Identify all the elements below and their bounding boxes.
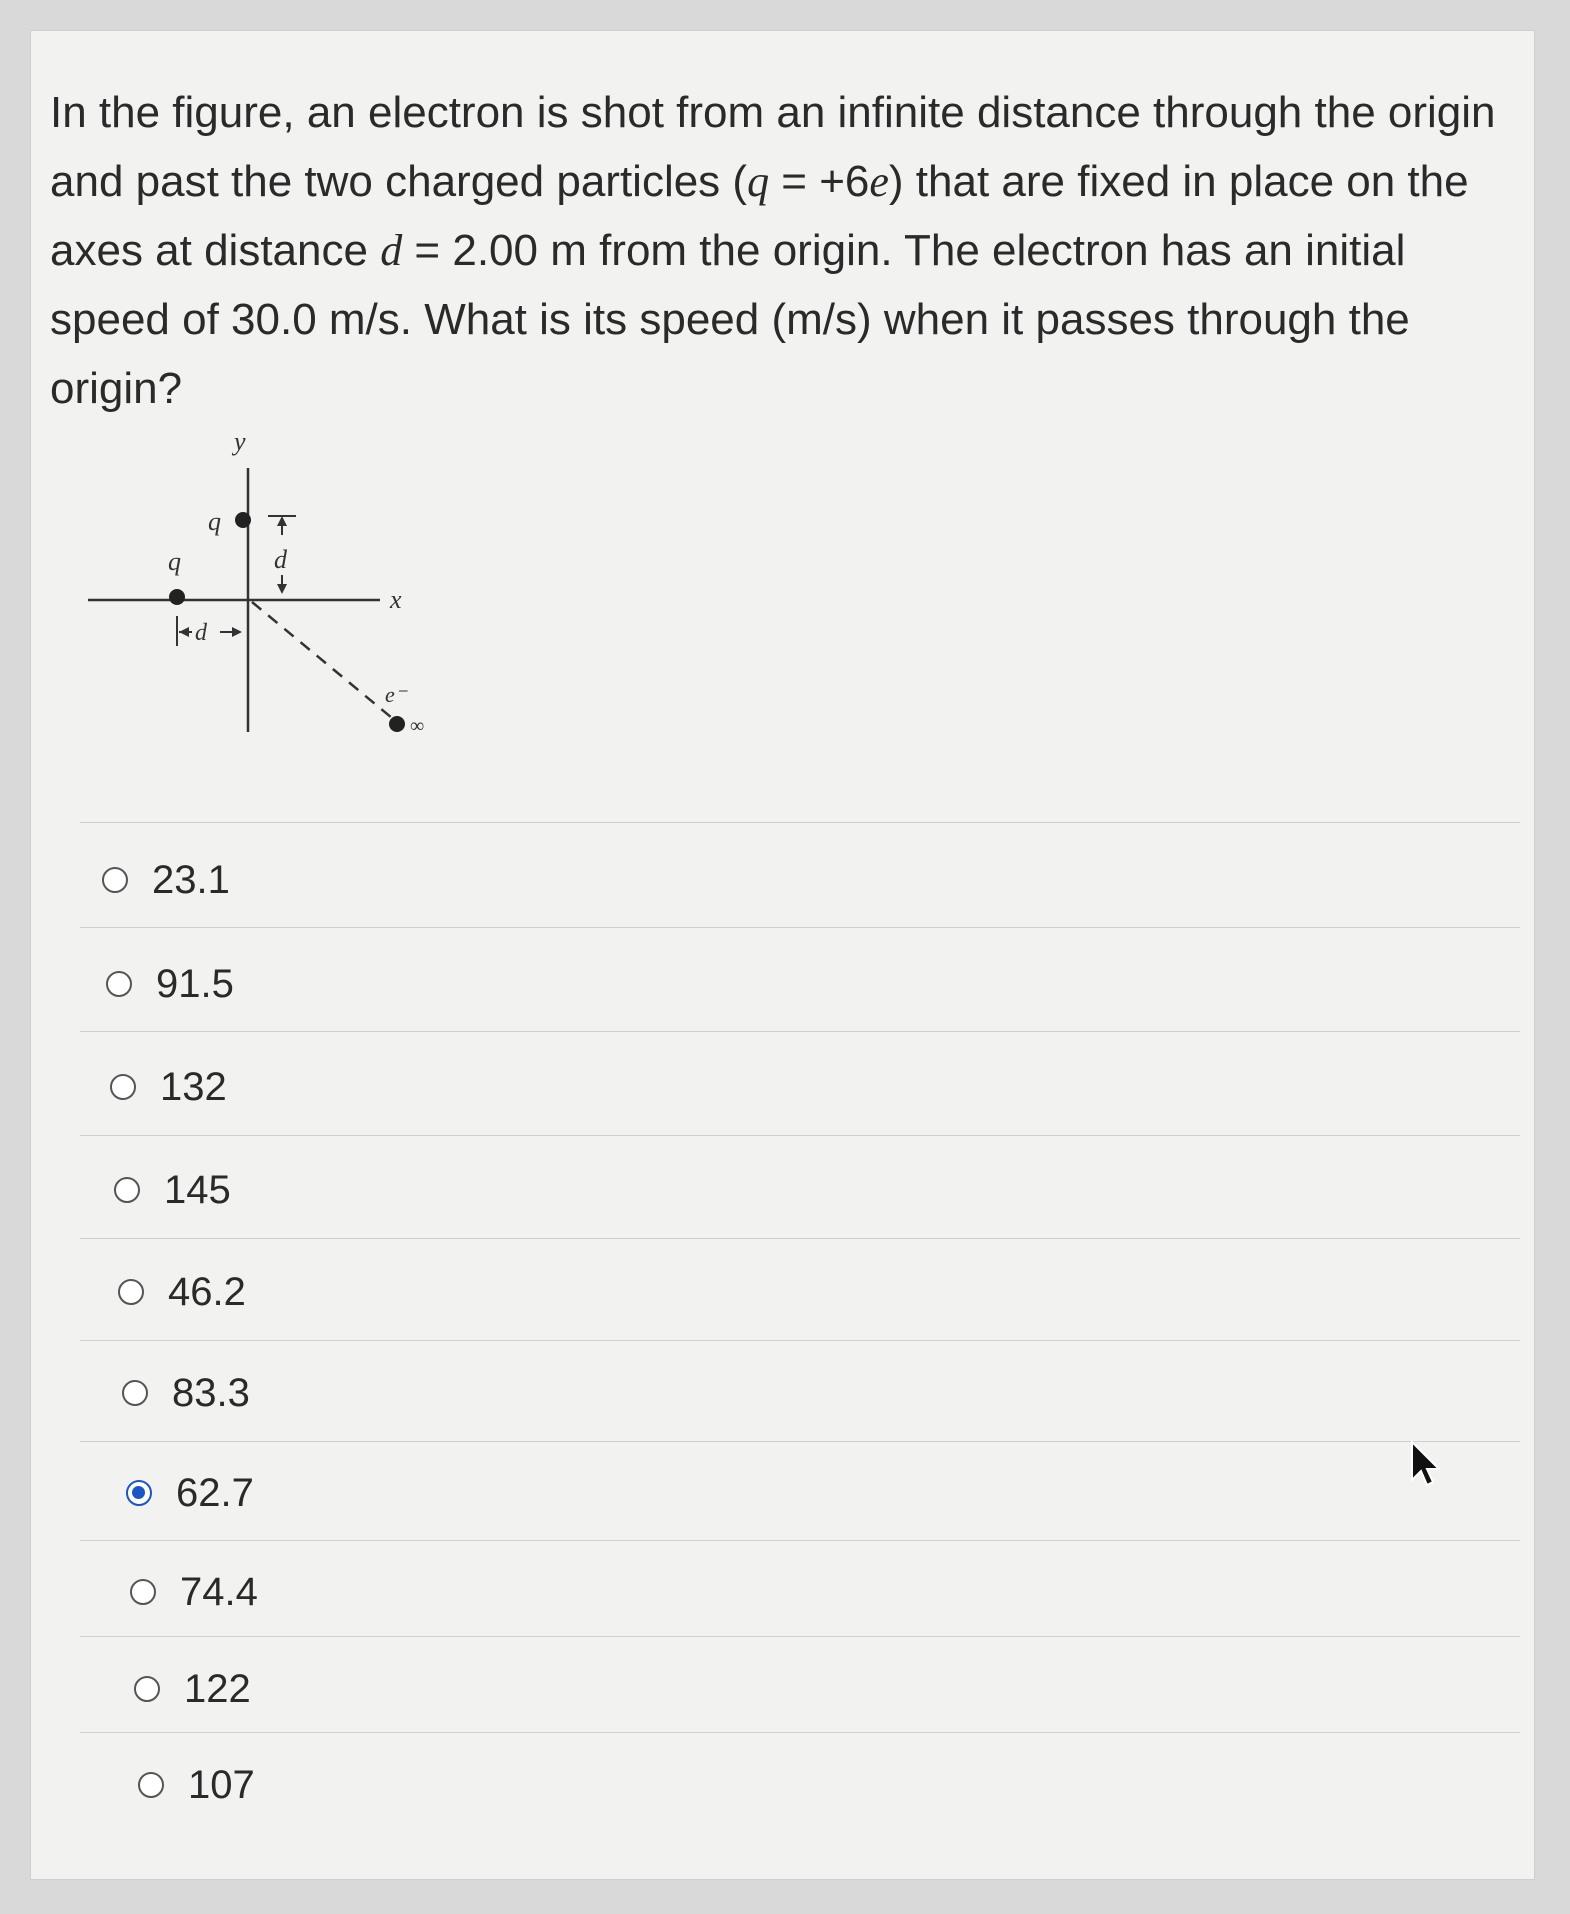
electron-path (252, 602, 392, 718)
radio-button[interactable] (130, 1579, 156, 1605)
answer-option[interactable] (106, 954, 234, 1014)
answer-label: 83.3 (172, 1370, 250, 1415)
answer-option[interactable] (134, 1659, 251, 1719)
answer-label: 91.5 (156, 961, 234, 1006)
answer-option[interactable] (102, 850, 230, 910)
electron-label: e⁻ (385, 682, 407, 707)
divider (80, 1031, 1520, 1032)
answer-label: 23.1 (152, 857, 230, 902)
radio-button[interactable] (122, 1380, 148, 1406)
radio-button[interactable] (134, 1676, 160, 1702)
question-text (50, 78, 1530, 423)
radio-button-selected[interactable] (126, 1480, 152, 1506)
charge-left-label: q (168, 547, 181, 576)
mouse-pointer-icon (1408, 1440, 1444, 1488)
radio-button[interactable] (110, 1074, 136, 1100)
radio-button[interactable] (114, 1177, 140, 1203)
divider (80, 1441, 1520, 1442)
divider (80, 1238, 1520, 1239)
answer-option[interactable] (122, 1363, 250, 1423)
charge-diagram (80, 420, 440, 750)
question-part-4: = 2.00 m from the origin. The electron has an initial speed of 30.0 m/s. What is its speed (m/s) when it passes through the origin? (50, 226, 1410, 413)
divider (80, 1135, 1520, 1136)
y-axis-label: y (234, 427, 246, 456)
d-vertical-label: d (274, 545, 287, 574)
radio-button[interactable] (138, 1772, 164, 1798)
answer-label: 122 (184, 1666, 251, 1711)
answer-label: 46.2 (168, 1269, 246, 1314)
e-symbol: e (869, 157, 889, 206)
answer-option[interactable] (114, 1160, 231, 1220)
electron (389, 716, 405, 732)
q-symbol: q (747, 157, 770, 206)
infinity-label: ∞ (410, 715, 425, 737)
answer-label: 145 (164, 1167, 231, 1212)
divider (80, 1732, 1520, 1733)
radio-button[interactable] (118, 1279, 144, 1305)
radio-button[interactable] (106, 971, 132, 997)
charge-left (169, 589, 185, 605)
answer-option[interactable] (130, 1562, 258, 1622)
d-horizontal-label: d (195, 620, 207, 646)
question-part-2: = +6 (769, 157, 870, 206)
question-part-3: ) that are fixed in place on the axes at distance (50, 157, 1469, 275)
radio-button[interactable] (102, 867, 128, 893)
charge-top-label: q (208, 507, 221, 536)
charge-top (235, 512, 251, 528)
answer-label: 107 (188, 1762, 255, 1807)
answer-option[interactable] (110, 1057, 227, 1117)
x-axis-label: x (390, 585, 402, 614)
answer-label: 132 (160, 1064, 227, 1109)
answer-option-selected[interactable] (126, 1463, 254, 1523)
answer-option[interactable] (118, 1262, 246, 1322)
divider (80, 822, 1520, 823)
divider (80, 1540, 1520, 1541)
divider (80, 927, 1520, 928)
answer-label: 74.4 (180, 1569, 258, 1614)
divider (80, 1340, 1520, 1341)
answer-option[interactable] (138, 1755, 255, 1815)
answer-label: 62.7 (176, 1470, 254, 1515)
d-symbol: d (380, 226, 403, 275)
question-part-1: In the figure, an electron is shot from an infinite distance through the origin and past the two charged particles ( (50, 88, 1496, 206)
divider (80, 1636, 1520, 1637)
